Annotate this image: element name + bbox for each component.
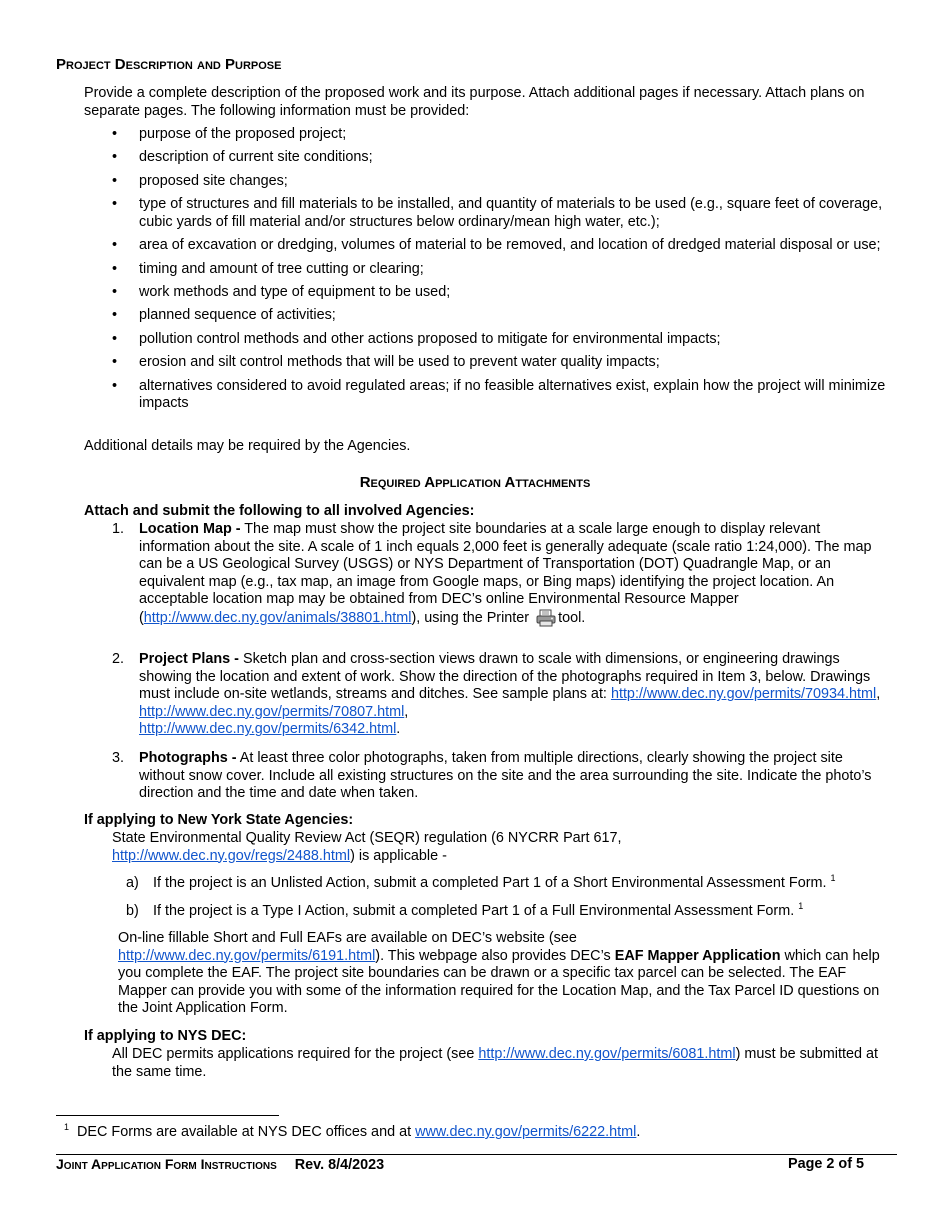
footer-divider — [56, 1154, 897, 1155]
seqr-paragraph: State Environmental Quality Review Act (SEQR) regulation (6 NYCRR Part 617, http://www.dec.ny.gov/regs/2488.html) is applicable - — [112, 830, 622, 864]
additional-details-note: Additional details may be required by the Agencies. — [84, 438, 411, 454]
list-item: • proposed site changes; — [112, 172, 288, 189]
requirements-list — [112, 126, 897, 418]
list-item: • alternatives considered to avoid regulated areas; if no feasible alternatives exist, explain how the project will minimize impacts — [112, 377, 886, 412]
footer-title-group — [56, 1156, 384, 1175]
list-item: • purpose of the proposed project; — [112, 126, 347, 142]
sample-plans-link-1[interactable]: http://www.dec.ny.gov/permits/70934.html — [610, 686, 877, 703]
list-item: • erosion and silt control methods that will be used to prevent water quality impacts; — [112, 354, 660, 371]
dec-permits-paragraph: All DEC permits applications required for the project (see http://www.dec.ny.gov/permits/6081.html) must be submitted at the same time. — [112, 1046, 878, 1080]
nys-dec-label: If applying to NYS DEC: — [84, 1028, 247, 1044]
attachment-item-photographs: 3. Photographs - At least three color photographs, taken from multiple directions, clearly showing the project site without snow cover. Include all existing structures on the site and the area surrounding the site. Indicate the photo’s direction and the time and date when taken. — [112, 750, 872, 802]
intro-paragraph: Provide a complete description of the proposed work and its purpose. Attach additional pages if necessary. Attach plans on separate pages. The following information must be provided: — [84, 85, 865, 119]
list-item: • pollution control methods and other actions proposed to mitigate for environmental impacts; — [112, 330, 721, 347]
nys-agencies-label: If applying to New York State Agencies: — [84, 812, 354, 828]
all-agencies-label: Attach and submit the following to all involved Agencies: — [84, 503, 475, 519]
footer-page-number: Page 2 of 5 — [788, 1156, 864, 1172]
attachment-item-location-map: 1. Location Map - The map must show the project site boundaries at a scale large enough to display relevant information about the site. A scale of 1 inch equals 2,000 feet is generally adequate (scale ratio 1:24,000). The map can be a US Geological Survey (USGS) or NYS Department of Transportation (DOT) Quadrangle Map, or an equivalent map (e.g., tax map, an image from Google maps, or Bing maps) identifying the project location. An acceptable location map may be obtained from DEC’s online Environmental Resource Mapper (http://www.dec.ny.gov/animals/38801.html), using the Printer tool. — [112, 521, 872, 626]
footnote-ref: 1 — [798, 901, 804, 912]
resource-mapper-link[interactable]: http://www.dec.ny.gov/animals/38801.html — [143, 609, 412, 626]
eaf-forms-link[interactable]: http://www.dec.ny.gov/permits/6191.html — [118, 947, 376, 964]
dec-permits-link[interactable]: http://www.dec.ny.gov/permits/6081.html — [478, 1046, 736, 1062]
attachment-item-project-plans: 2. Project Plans - Sketch plan and cross-section views drawn to scale with dimensions, or engineering drawings showing the location and extent of work. Show the direction of the photographs required in Item 3, below. Drawings must include on-site wetlands, streams and ditches. See sample plans at: http://www.dec.ny.gov/permits/70934.html, http://www.dec.ny.gov/permits/70807.html, http://www.dec.ny.gov/permits/6342.html. — [112, 651, 881, 738]
eaf-paragraph: On-line fillable Short and Full EAFs are available on DEC’s website (see http://www.dec.ny.gov/permits/6191.html). This webpage also provides DEC’s EAF Mapper Application which can help you complete the EAF. The project site boundaries can be drawn or a specific tax parcel can be selected. The EAF Mapper can provide you with some of the information required for the Location Map, and the Tax Parcel ID questions on the Joint Application Form. — [118, 930, 880, 1017]
footer-revision: Rev. 8/4/2023 — [294, 1157, 385, 1173]
printer-icon — [535, 609, 557, 627]
dec-forms-link[interactable]: www.dec.ny.gov/permits/6222.html — [415, 1124, 637, 1140]
list-item: • description of current site conditions; — [112, 149, 373, 166]
sample-plans-link-3[interactable]: http://www.dec.ny.gov/permits/6342.html — [139, 721, 397, 738]
list-item: • planned sequence of activities; — [112, 307, 336, 324]
section-heading-attachments: Required Application Attachments — [359, 474, 591, 491]
sample-plans-link-2[interactable]: http://www.dec.ny.gov/permits/70807.html — [139, 703, 405, 720]
footer-title: Joint Application Form Instructions — [56, 1156, 277, 1172]
list-item: • area of excavation or dredging, volumes of material to be removed, and location of dredged material disposal or use; — [112, 237, 881, 254]
footnote: $^1$ DEC Forms are available at NYS DEC offices and at www.dec.ny.gov/permits/6222.html. — [64, 1122, 641, 1140]
seqr-option-type-one: b) If the project is a Type I Action, submit a completed Part 1 of a Full Environmental Assessment Form. $^1$ — [126, 901, 804, 919]
list-item: • timing and amount of tree cutting or clearing; — [112, 260, 424, 277]
footnote-divider — [56, 1115, 279, 1116]
list-item: • work methods and type of equipment to be used; — [112, 283, 451, 300]
section-heading-project-description: Project Description and Purpose — [56, 56, 282, 73]
seqr-regulation-link[interactable]: http://www.dec.ny.gov/regs/2488.html — [112, 847, 351, 864]
footnote-ref: 1 — [830, 873, 836, 884]
list-item: • type of structures and fill materials to be installed, and quantity of materials to be used (e.g., square feet of coverage, cubic yards of fill material and/or structures below ordinary/mean high water, etc.); — [112, 196, 883, 230]
seqr-option-unlisted: a) If the project is an Unlisted Action, submit a completed Part 1 of a Short Environmental Assessment Form. $^1$ — [126, 873, 836, 891]
